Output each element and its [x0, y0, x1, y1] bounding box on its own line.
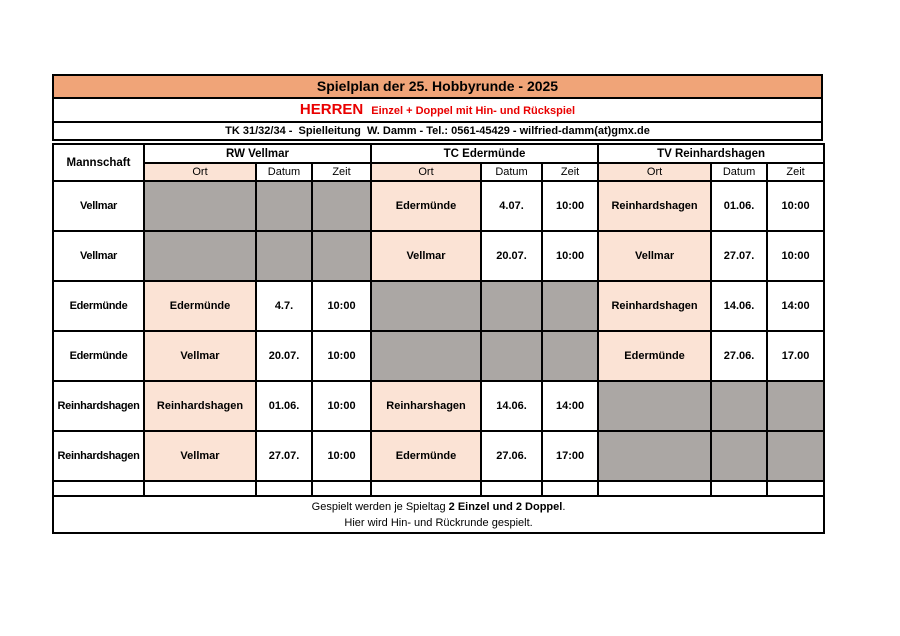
- datum-cell: 4.07.: [481, 181, 542, 231]
- empty-spacer-row: [53, 481, 824, 496]
- group-header-tv-reinhardshagen: TV Reinhardshagen: [598, 144, 824, 163]
- sub-header-row: [53, 163, 824, 181]
- table-row: [53, 381, 824, 431]
- ort-cell: Edermünde: [371, 431, 481, 481]
- ort-cell: [144, 231, 256, 281]
- datum-cell: 01.06.: [711, 181, 767, 231]
- mannschaft-cell: Edermünde: [53, 331, 144, 381]
- zeit-cell: 10:00: [312, 331, 371, 381]
- datum-cell: [481, 331, 542, 381]
- zeit-cell: 10:00: [542, 181, 598, 231]
- zeit-cell: 10:00: [312, 381, 371, 431]
- group-header-row: [53, 144, 824, 163]
- datum-cell: 27.06.: [711, 331, 767, 381]
- datum-cell: [256, 181, 312, 231]
- zeit-cell: 10:00: [312, 431, 371, 481]
- spielplan: [52, 74, 823, 534]
- empty-cell: [481, 481, 542, 496]
- ort-cell: Reinhardshagen: [598, 181, 711, 231]
- title-block: [52, 74, 823, 141]
- zeit-cell: [767, 381, 824, 431]
- datum-cell: [256, 231, 312, 281]
- mannschaft-cell: Vellmar: [53, 181, 144, 231]
- ort-cell: Vellmar: [144, 431, 256, 481]
- column-header-datum: Datum: [711, 163, 767, 181]
- column-header-ort: Ort: [598, 163, 711, 181]
- ort-cell: Reinhardshagen: [598, 281, 711, 331]
- table-row: [53, 281, 824, 331]
- ort-cell: Reinharshagen: [371, 381, 481, 431]
- ort-cell: Edermünde: [598, 331, 711, 381]
- column-header-mannschaft: Mannschaft: [53, 144, 144, 181]
- schedule-body: [53, 181, 824, 496]
- ort-cell: [598, 381, 711, 431]
- category-line: [54, 99, 821, 123]
- mannschaft-cell: Reinhardshagen: [53, 381, 144, 431]
- datum-cell: 20.07.: [256, 331, 312, 381]
- table-row: [53, 231, 824, 281]
- zeit-cell: 17.00: [767, 331, 824, 381]
- datum-cell: 27.07.: [256, 431, 312, 481]
- empty-cell: [542, 481, 598, 496]
- mannschaft-cell: Vellmar: [53, 231, 144, 281]
- zeit-cell: 17:00: [542, 431, 598, 481]
- ort-cell: [371, 281, 481, 331]
- category-label: HERREN: [299, 101, 364, 118]
- mannschaft-cell: Edermünde: [53, 281, 144, 331]
- zeit-cell: 10:00: [312, 281, 371, 331]
- zeit-cell: 10:00: [767, 231, 824, 281]
- zeit-cell: 10:00: [767, 181, 824, 231]
- footer-line-1: Gespielt werden je Spieltag 2 Einzel und 2 Doppel.: [311, 500, 566, 513]
- contact-info-line: TK 31/32/34 - Spielleitung W. Damm - Tel.: 0561-45429 - wilfried-damm(at)gmx.de: [225, 125, 650, 137]
- empty-cell: [767, 481, 824, 496]
- footer-note: [53, 496, 824, 533]
- category-detail: Einzel + Doppel mit Hin- und Rückspiel: [371, 105, 576, 117]
- ort-cell: Edermünde: [144, 281, 256, 331]
- zeit-cell: 14:00: [767, 281, 824, 331]
- datum-cell: 01.06.: [256, 381, 312, 431]
- zeit-cell: 14:00: [542, 381, 598, 431]
- datum-cell: [481, 281, 542, 331]
- empty-cell: [598, 481, 711, 496]
- ort-cell: [144, 181, 256, 231]
- ort-cell: Edermünde: [371, 181, 481, 231]
- zeit-cell: 10:00: [542, 231, 598, 281]
- ort-cell: [371, 331, 481, 381]
- ort-cell: Vellmar: [371, 231, 481, 281]
- empty-cell: [711, 481, 767, 496]
- datum-cell: 27.06.: [481, 431, 542, 481]
- datum-cell: 4.7.: [256, 281, 312, 331]
- column-header-ort: Ort: [144, 163, 256, 181]
- table-row: [53, 331, 824, 381]
- ort-cell: [598, 431, 711, 481]
- column-header-ort: Ort: [371, 163, 481, 181]
- zeit-cell: [312, 181, 371, 231]
- column-header-zeit: Zeit: [542, 163, 598, 181]
- datum-cell: [711, 431, 767, 481]
- table-row: [53, 431, 824, 481]
- empty-cell: [371, 481, 481, 496]
- footer-line-2: Hier wird Hin- und Rückrunde gespielt.: [344, 516, 533, 529]
- empty-cell: [144, 481, 256, 496]
- mannschaft-cell: Reinhardshagen: [53, 431, 144, 481]
- ort-cell: Vellmar: [144, 331, 256, 381]
- zeit-cell: [542, 331, 598, 381]
- datum-cell: 27.07.: [711, 231, 767, 281]
- empty-cell: [53, 481, 144, 496]
- datum-cell: 14.06.: [481, 381, 542, 431]
- zeit-cell: [542, 281, 598, 331]
- ort-cell: Vellmar: [598, 231, 711, 281]
- datum-cell: [711, 381, 767, 431]
- group-header-rw-vellmar: RW Vellmar: [144, 144, 371, 163]
- column-header-datum: Datum: [481, 163, 542, 181]
- zeit-cell: [312, 231, 371, 281]
- column-header-zeit: Zeit: [767, 163, 824, 181]
- zeit-cell: [767, 431, 824, 481]
- empty-cell: [256, 481, 312, 496]
- column-header-datum: Datum: [256, 163, 312, 181]
- empty-cell: [312, 481, 371, 496]
- datum-cell: 20.07.: [481, 231, 542, 281]
- footer-row: [53, 496, 824, 533]
- group-header-tc-edermuende: TC Edermünde: [371, 144, 598, 163]
- datum-cell: 14.06.: [711, 281, 767, 331]
- column-header-zeit: Zeit: [312, 163, 371, 181]
- table-row: [53, 181, 824, 231]
- schedule-table: [52, 143, 825, 534]
- page-title: Spielplan der 25. Hobbyrunde - 2025: [54, 76, 821, 99]
- ort-cell: Reinhardshagen: [144, 381, 256, 431]
